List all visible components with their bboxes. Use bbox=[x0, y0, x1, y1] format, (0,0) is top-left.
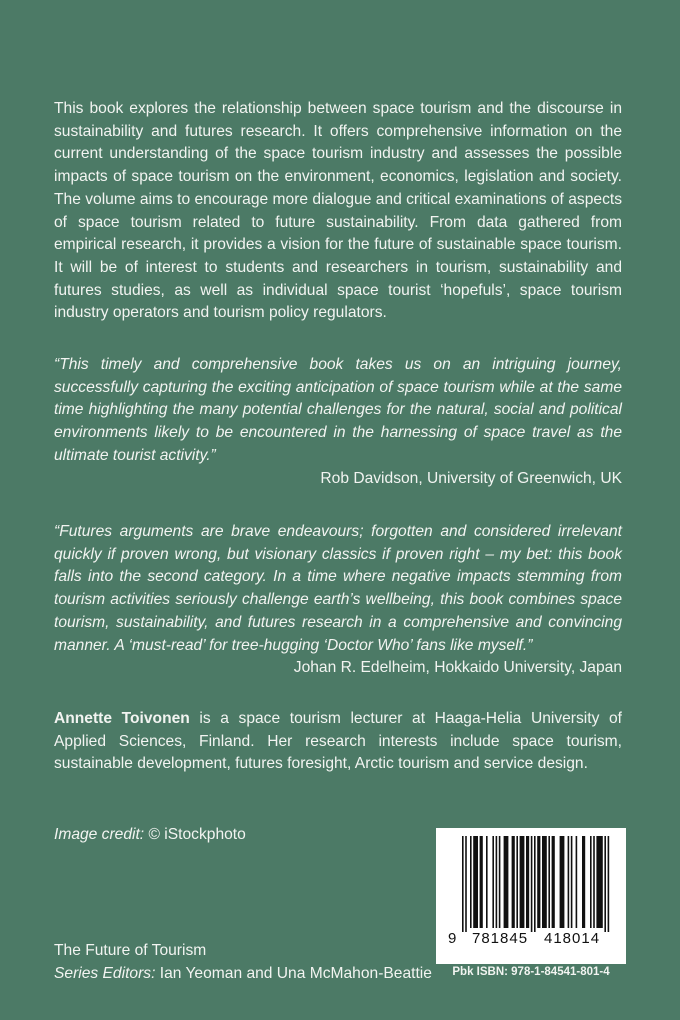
quote-attribution: Rob Davidson, University of Greenwich, UK bbox=[320, 469, 622, 487]
barcode-bar bbox=[542, 836, 547, 928]
review-quote bbox=[54, 521, 622, 680]
series-editors-label: Series Editors: bbox=[54, 964, 156, 982]
barcode-bar bbox=[499, 836, 501, 928]
barcode-bar bbox=[576, 836, 578, 928]
isbn: Pbk ISBN: 978-1-84541-801-4 bbox=[452, 966, 610, 978]
barcode-bar bbox=[582, 836, 585, 928]
series-editors bbox=[54, 963, 432, 986]
barcode-bar bbox=[568, 836, 570, 928]
barcode-bar bbox=[537, 836, 540, 928]
barcode-bar bbox=[590, 836, 592, 928]
barcode-bar bbox=[512, 836, 515, 928]
author-bio-text: is a space tourism lecturer at Haaga-Helia University of Applied Sciences, Finland. Her research interests include space tourism, sustainable development, futures foresight, Arctic tourism and service design. bbox=[54, 710, 622, 773]
review-quote bbox=[54, 354, 622, 490]
barcode-bar bbox=[492, 836, 494, 928]
series-info bbox=[54, 940, 432, 985]
barcode-digits bbox=[436, 930, 626, 950]
barcode-bar bbox=[462, 836, 464, 932]
image-credit bbox=[54, 826, 246, 844]
barcode-bar bbox=[526, 836, 529, 928]
barcode-bar bbox=[473, 836, 478, 928]
image-credit-label: Image credit: bbox=[54, 826, 145, 843]
barcode-bar bbox=[560, 836, 565, 928]
barcode-bar bbox=[593, 836, 595, 928]
barcode-bar bbox=[520, 836, 525, 928]
barcode-bar bbox=[496, 836, 498, 928]
barcode-bar bbox=[465, 836, 467, 932]
barcode bbox=[436, 828, 626, 964]
barcode-digits-right: 418014 bbox=[544, 930, 601, 947]
barcode-bar bbox=[596, 836, 602, 928]
barcode-digits-left: 781845 bbox=[472, 930, 529, 947]
barcode-digit-first: 9 bbox=[448, 930, 457, 947]
barcode-bar bbox=[516, 836, 518, 928]
quote-text: “This timely and comprehensive book takes us on an intriguing journey, successfully capturing the exciting anticipation of space tourism while at the same time highlighting the many potential challenges for the natural, social and political environments likely to be encountered in the harnessing of space travel as the ultimate tourist activity.” bbox=[54, 356, 622, 464]
barcode-bar bbox=[548, 836, 550, 928]
barcode-bar bbox=[486, 836, 488, 928]
barcode-bar bbox=[531, 836, 533, 932]
barcode-bar bbox=[504, 836, 509, 928]
book-description: This book explores the relationship between space tourism and the discourse in sustainability and futures research. It offers comprehensive information on the current understanding of the space tourism industry and assesses the possible impacts of space tourism on the environment, economics, legislation and society. The volume aims to encourage more dialogue and critical examinations of aspects of space tourism related to future sustainability. From data gathered from empirical research, it provides a vision for the future of sustainable space tourism. It will be of interest to students and researchers in tourism, sustainability and futures studies, as well as individual space tourist ‘hopefuls’, space tourism industry operators and tourism policy regulators. bbox=[54, 100, 622, 322]
barcode-bar bbox=[571, 836, 573, 928]
quote-attribution: Johan R. Edelheim, Hokkaido University, Japan bbox=[293, 659, 622, 677]
barcode-bar bbox=[470, 836, 472, 928]
series-title: The Future of Tourism bbox=[54, 942, 207, 959]
series-editors-names: Ian Yeoman and Una McMahon-Beattie bbox=[155, 964, 432, 982]
author-bio bbox=[54, 708, 622, 776]
image-credit-value: © iStockphoto bbox=[148, 826, 246, 843]
quote-text: “Futures arguments are brave endeavours; forgotten and considered irrelevant quickly if proven wrong, but visionary classics if proven right – my bet: this book falls into the second category. In a time where negative impacts stemming from tourism activities seriously challenge earth’s wellbeing, this book combines space tourism, sustainability, and futures research in a comprehensive and convincing manner. A ‘must-read’ for tree-hugging ‘Doctor Who’ fans like myself.” bbox=[54, 523, 622, 654]
author-name: Annette Toivonen bbox=[54, 710, 190, 727]
barcode-bar bbox=[608, 836, 610, 932]
barcode-bar bbox=[604, 836, 606, 932]
barcode-bar bbox=[534, 836, 536, 932]
barcode-bar bbox=[552, 836, 555, 928]
barcode-bar bbox=[480, 836, 483, 928]
barcode-bars bbox=[436, 828, 626, 932]
